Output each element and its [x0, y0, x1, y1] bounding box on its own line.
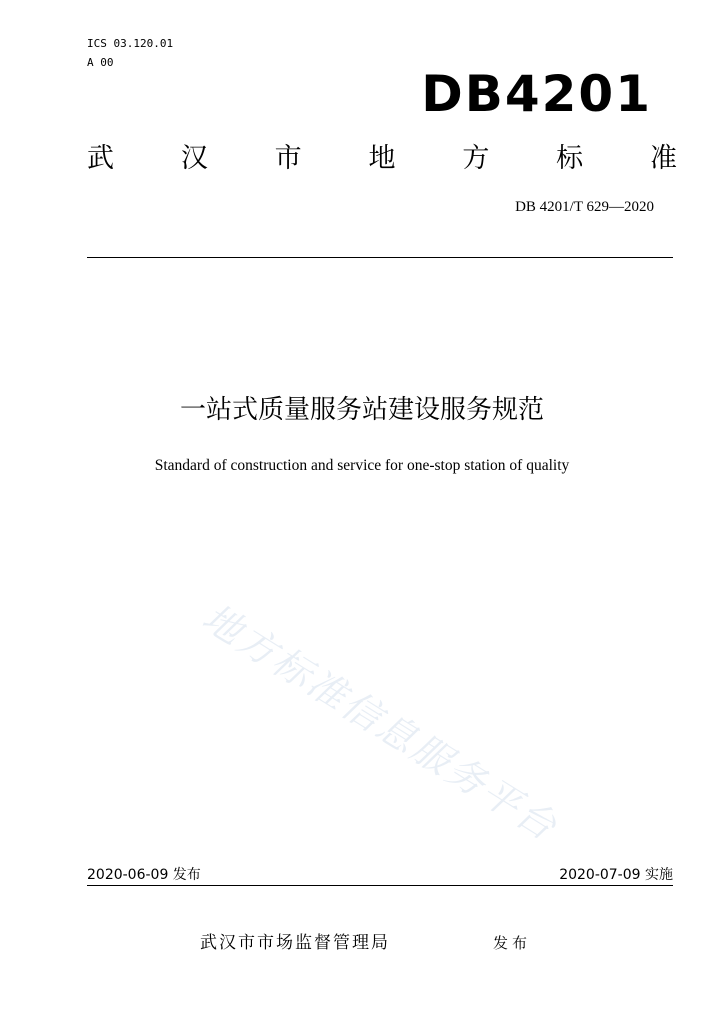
implement-date: 2020-07-09 实施 — [559, 867, 673, 883]
issued-label: 发布 — [493, 934, 532, 952]
standard-type-char: 方 — [462, 143, 490, 174]
standard-number: DB 4201/T 629—2020 — [515, 199, 654, 215]
ics-code: ICS 03.120.01 — [87, 37, 174, 50]
standard-type-char: 武 — [87, 143, 114, 174]
standard-type — [87, 142, 677, 176]
title-english: Standard of construction and service for one-stop station of quality — [154, 457, 570, 474]
issuer: 武汉市市场监督管理局 — [200, 933, 390, 953]
title-chinese: 一站式质量服务站建设服务规范 — [179, 395, 544, 425]
bottom-divider — [87, 885, 673, 886]
watermark: 地方标准信息服务平台 — [194, 595, 566, 850]
standard-type-char: 标 — [556, 143, 584, 174]
publish-date: 2020-06-09 发布 — [87, 867, 201, 883]
top-divider — [87, 257, 673, 258]
db-code-heading: DB4201 — [421, 65, 652, 123]
standard-type-char: 市 — [274, 143, 302, 174]
standard-type-char: 汉 — [180, 143, 208, 174]
ccs-code: A 00 — [87, 56, 114, 69]
standard-type-char: 地 — [368, 143, 396, 174]
standard-type-char: 准 — [649, 143, 677, 174]
